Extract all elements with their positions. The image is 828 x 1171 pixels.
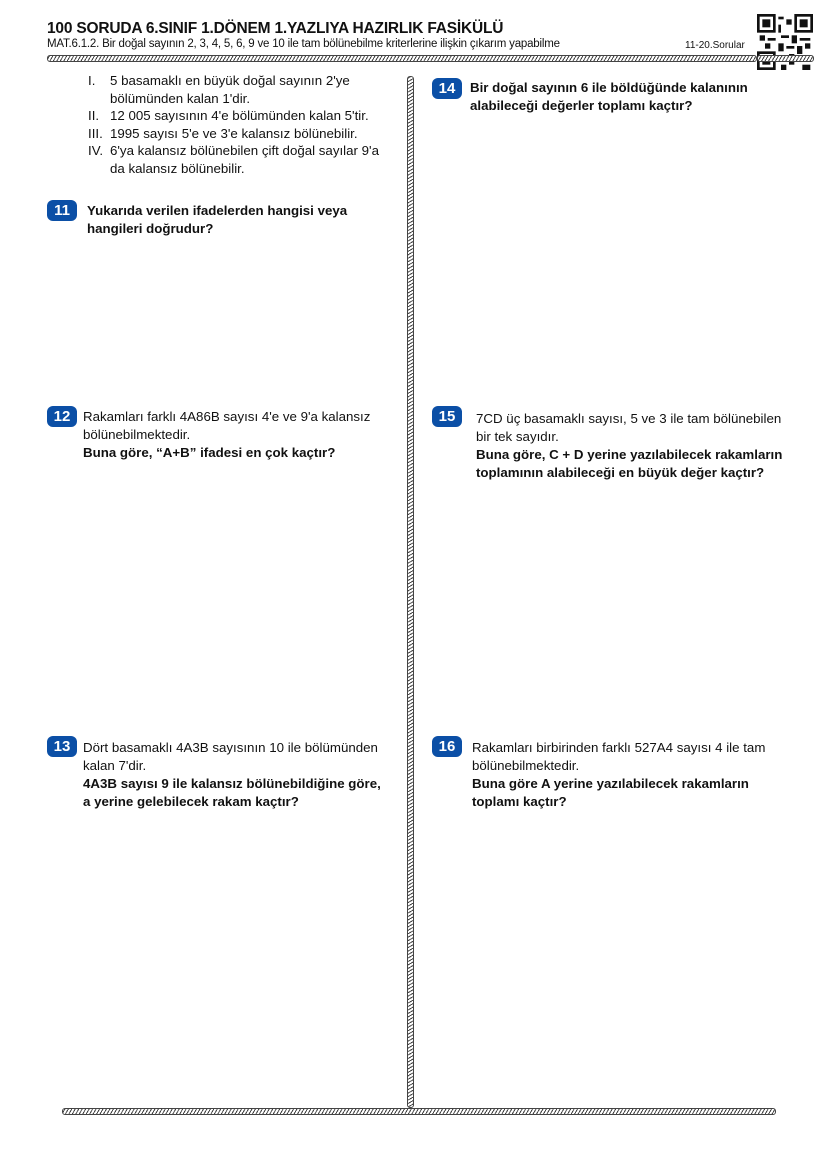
question-prompt-line: alabileceği değerler toplamı kaçtır? xyxy=(470,98,693,113)
question-number-badge: 12 xyxy=(47,406,77,427)
question-number-badge: 11 xyxy=(47,200,77,221)
question-prompt-line: Buna göre, C + D yerine yazılabilecek rakamların xyxy=(476,447,783,462)
footer-divider xyxy=(62,1108,776,1115)
statement-text xyxy=(110,72,350,107)
statement-line: 12 005 sayısının 4'e bölümünden kalan 5'tir. xyxy=(110,108,369,123)
question-text-line: Rakamları farklı 4A86B sayısı 4'e ve 9'a kalansız xyxy=(83,409,371,424)
question-14 xyxy=(470,79,748,115)
page-title: 100 SORUDA 6.SINIF 1.DÖNEM 1.YAZLIYA HAZIRLIK FASİKÜLÜ xyxy=(47,20,504,37)
question-12 xyxy=(83,408,370,462)
question-prompt-line: Buna göre, “A+B” ifadesi en çok kaçtır? xyxy=(83,445,336,460)
column-divider xyxy=(407,76,414,1108)
question-11-prompt xyxy=(87,202,347,238)
statement-line: 6'ya kalansız bölünebilen çift doğal sayılar 9'a xyxy=(110,143,379,158)
statement-list xyxy=(88,72,379,177)
question-prompt-line: Bir doğal sayının 6 ile böldüğünde kalanının xyxy=(470,80,748,95)
question-text-line: Dört basamaklı 4A3B sayısının 10 ile bölümünden xyxy=(83,740,378,755)
question-text-line: Rakamları birbirinden farklı 527A4 sayısı 4 ile tam xyxy=(472,740,766,755)
question-16 xyxy=(472,739,765,811)
statement-text xyxy=(110,142,379,177)
statement-numeral: III. xyxy=(88,125,103,141)
statement-line: bölümünden kalan 1'dir. xyxy=(110,90,251,106)
statement-line: da kalansız bölünebilir. xyxy=(110,160,245,176)
statement xyxy=(88,125,379,143)
statement-line: 5 basamaklı en büyük doğal sayının 2'ye xyxy=(110,73,350,88)
question-text-line: bölünebilmektedir. xyxy=(472,758,580,773)
question-13 xyxy=(83,739,381,811)
learning-outcome: MAT.6.1.2. Bir doğal sayının 2, 3, 4, 5, 6, 9 ve 10 ile tam bölünebilme kriterlerine ilişkin çıkarım yapabilme xyxy=(47,38,560,50)
question-text-line: kalan 7'dir. xyxy=(83,758,147,773)
statement-line: 1995 sayısı 5'e ve 3'e kalansız bölünebilir. xyxy=(110,125,358,141)
question-prompt-line: a yerine gelebilecek rakam kaçtır? xyxy=(83,794,299,809)
question-15 xyxy=(476,410,782,482)
statement-numeral: I. xyxy=(88,73,96,88)
statement-numeral: IV. xyxy=(88,143,104,158)
question-text-line: bölünebilmektedir. xyxy=(83,427,191,442)
question-number-badge: 16 xyxy=(432,736,462,757)
question-prompt-line: Buna göre A yerine yazılabilecek rakamların xyxy=(472,776,749,791)
question-number-badge: 14 xyxy=(432,78,462,99)
question-text-line: 7CD üç basamaklı sayısı, 5 ve 3 ile tam bölünebilen xyxy=(476,411,782,426)
statement-text xyxy=(110,125,358,143)
question-range: 11-20.Sorular xyxy=(685,40,745,51)
question-number-badge: 13 xyxy=(47,736,77,757)
question-text-line: bir tek sayıdır. xyxy=(476,429,559,444)
question-number-badge: 15 xyxy=(432,406,462,427)
statement xyxy=(88,107,379,125)
question-line: hangileri doğrudur? xyxy=(87,221,214,236)
header-divider xyxy=(47,55,757,62)
header-divider-right xyxy=(757,55,814,62)
question-line: Yukarıda verilen ifadelerden hangisi veya xyxy=(87,203,348,218)
statement xyxy=(88,142,379,177)
question-prompt-line: toplamının alabileceği en büyük değer kaçtır? xyxy=(476,465,765,480)
statement xyxy=(88,72,379,107)
question-prompt-line: toplamı kaçtır? xyxy=(472,794,567,809)
question-prompt-line: 4A3B sayısı 9 ile kalansız bölünebildiğine göre, xyxy=(83,776,381,791)
statement-numeral: II. xyxy=(88,108,100,123)
statement-text xyxy=(110,107,369,125)
